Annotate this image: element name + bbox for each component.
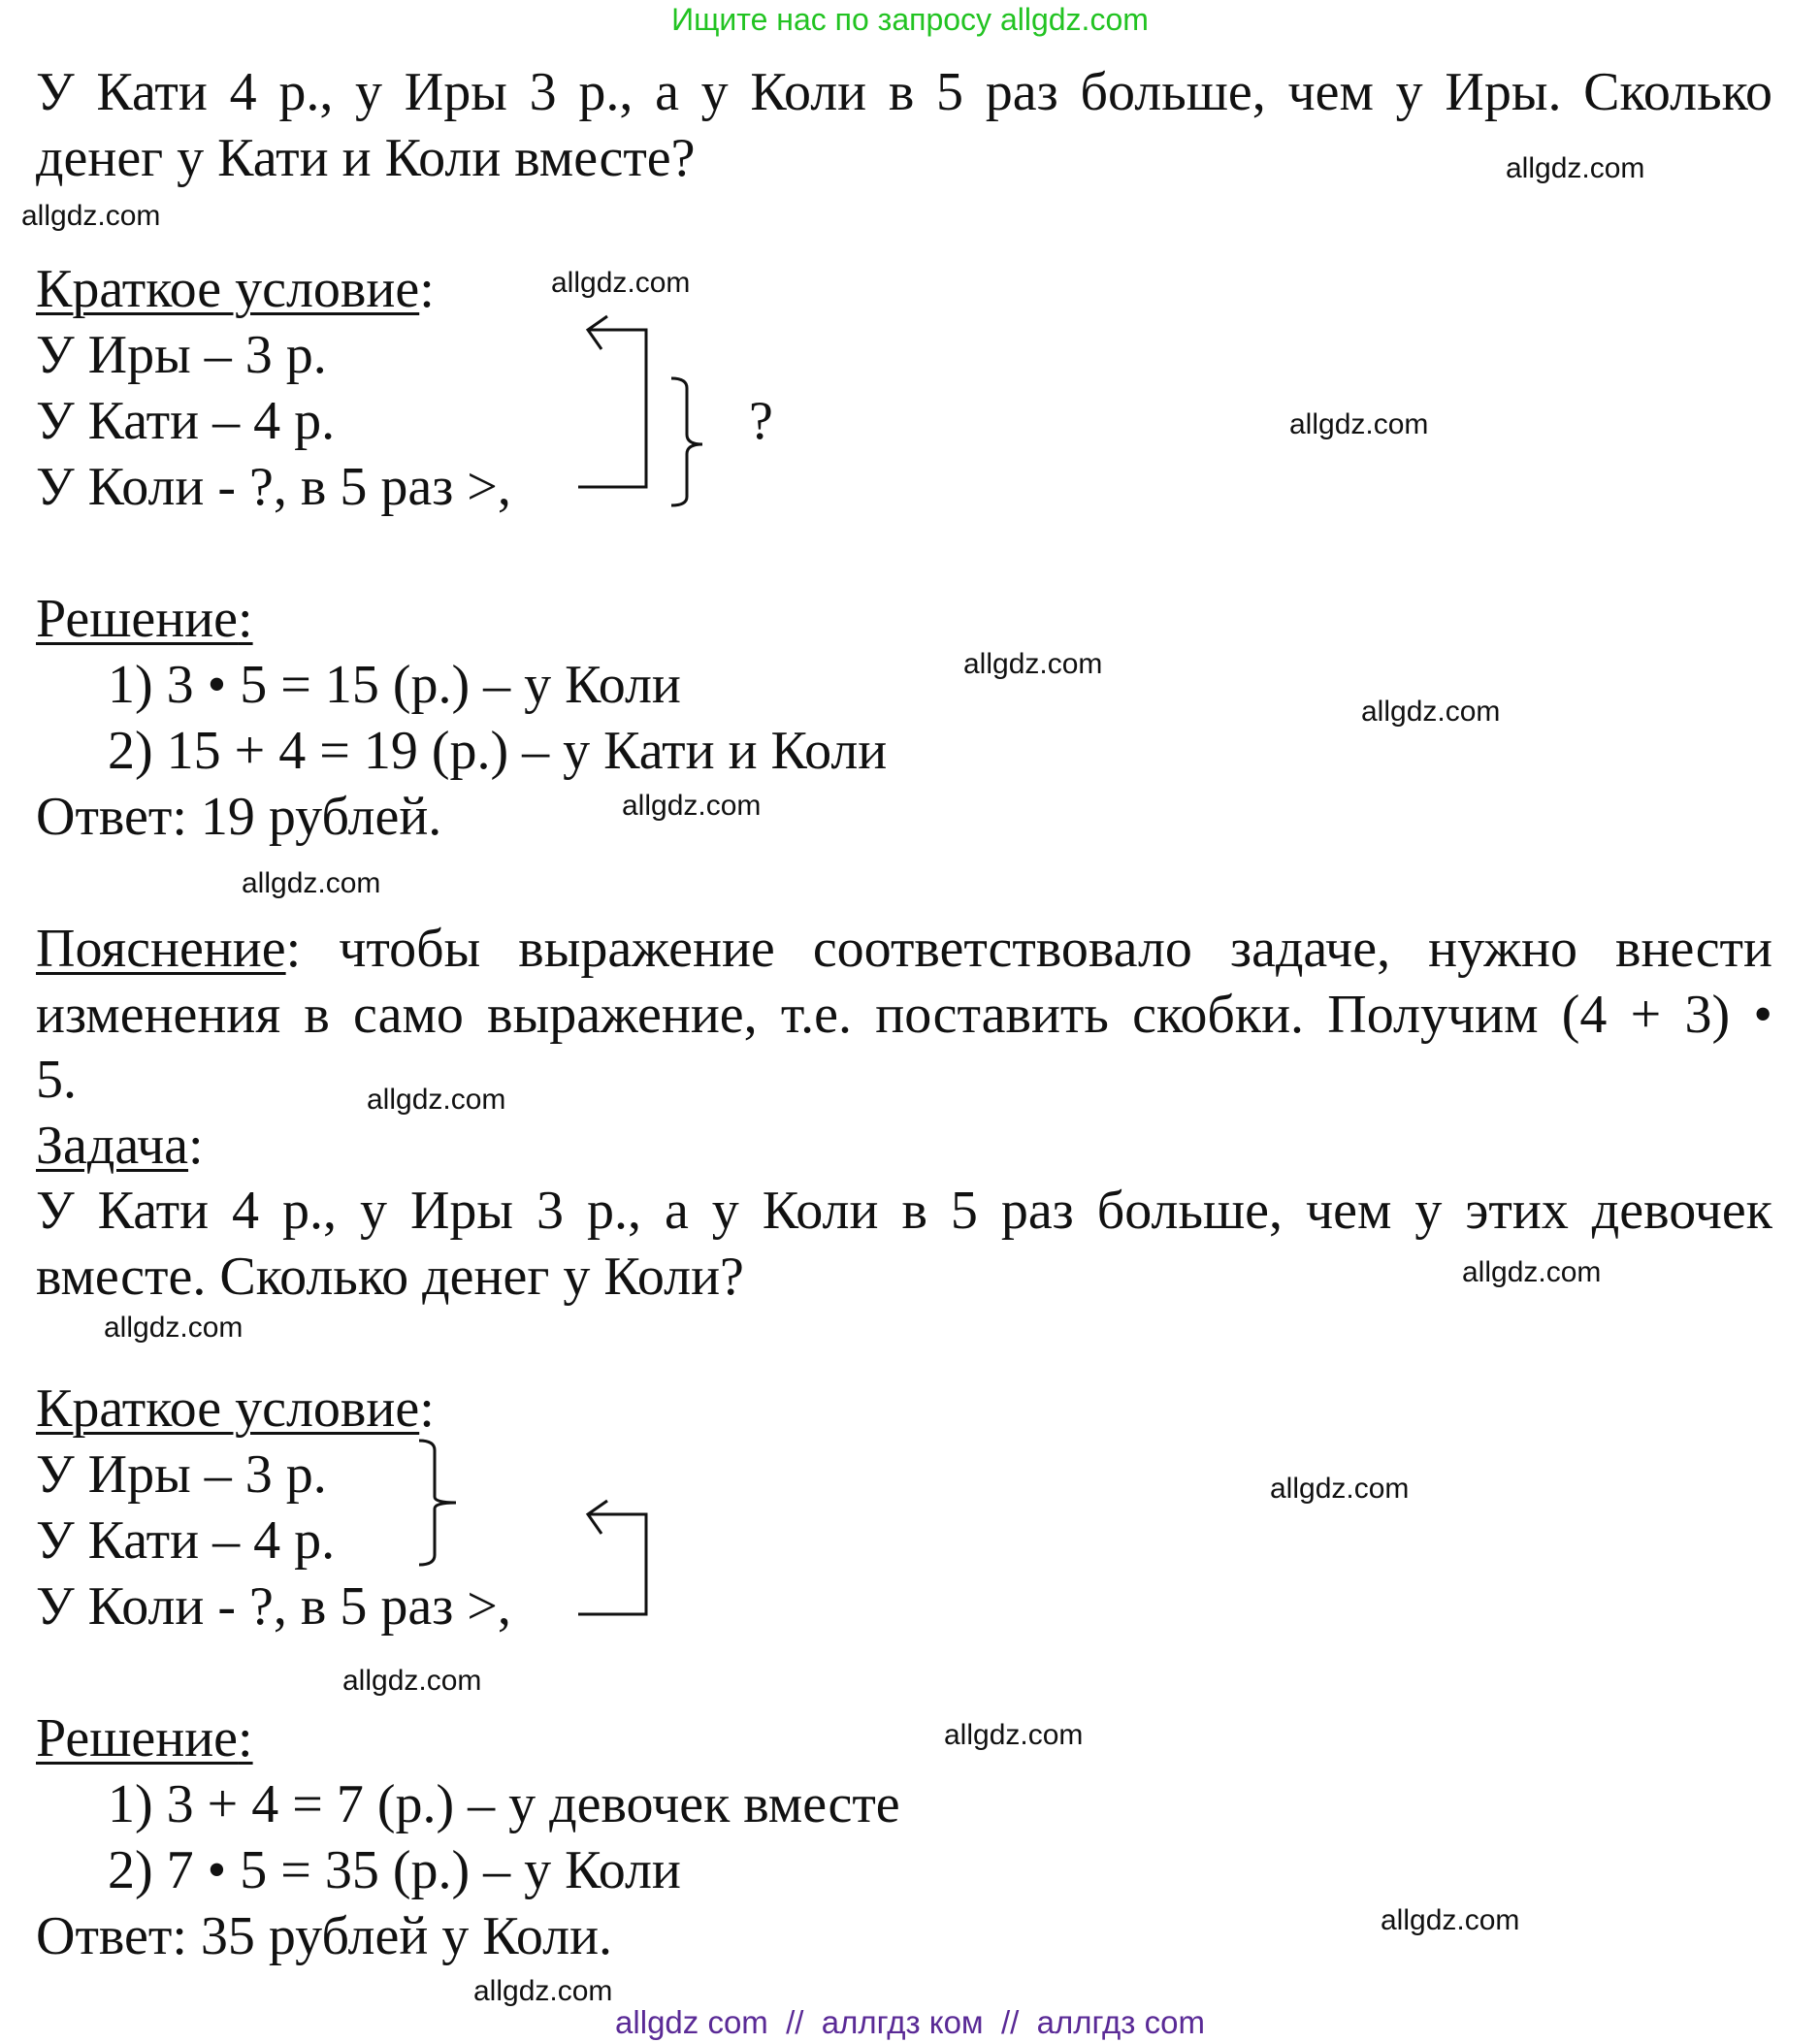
watermark: allgdz.com xyxy=(342,1665,482,1697)
short-label: Краткое условие xyxy=(36,1378,420,1439)
task2-line-1: У Кати 4 р., у Иры 3 р., а у Коли в 5 раз больше, чем у этих девочек xyxy=(36,1181,1772,1241)
colon: : xyxy=(188,1116,204,1176)
watermark: allgdz.com xyxy=(242,867,381,899)
watermark: allgdz.com xyxy=(104,1312,244,1344)
task1-answer: Ответ: 19 рублей. xyxy=(36,787,442,847)
task-label: Задача xyxy=(36,1116,189,1176)
task2-step-2: 2) 7 • 5 = 35 (р.) – у Коли xyxy=(108,1840,681,1900)
task1-line-2: денег у Кати и Коли вместе? xyxy=(36,128,696,188)
solution-label: Решение xyxy=(36,589,239,649)
explanation-label: Пояснение xyxy=(36,919,286,979)
colon: : xyxy=(419,259,435,319)
watermark: allgdz.com xyxy=(1381,1904,1520,1936)
task1-short-line-1: У Иры – 3 р. xyxy=(36,325,327,385)
watermark: allgdz.com xyxy=(1270,1473,1410,1505)
watermark: allgdz.com xyxy=(367,1084,506,1116)
watermark: allgdz.com xyxy=(1289,408,1429,440)
task1-short-line-2: У Кати – 4 р. xyxy=(36,391,336,451)
watermark: allgdz.com xyxy=(622,790,762,822)
colon: : xyxy=(238,1708,253,1768)
watermark: allgdz.com xyxy=(963,648,1103,680)
short-label: Краткое условие xyxy=(36,259,420,319)
colon: : xyxy=(238,589,253,649)
task2-brace xyxy=(419,1441,456,1565)
task1-short-line-3: У Коли - ?, в 5 раз >, xyxy=(36,457,511,517)
task2-short-line-1: У Иры – 3 р. xyxy=(36,1444,327,1505)
task2-answer: Ответ: 35 рублей у Коли. xyxy=(36,1906,613,1966)
task2-short-line-2: У Кати – 4 р. xyxy=(36,1510,336,1571)
header-banner[interactable]: Ищите нас по запросу allgdz.com xyxy=(671,2,1149,37)
task1-line-1: У Кати 4 р., у Иры 3 р., а у Коли в 5 раз больше, чем у Иры. Сколько xyxy=(36,62,1772,122)
task1-step-1: 1) 3 • 5 = 15 (р.) – у Коли xyxy=(108,655,681,715)
watermark: allgdz.com xyxy=(473,1975,613,2007)
explanation-line-2: изменения в само выражение, т.е. поставить скобки. Получим (4 + 3) • xyxy=(36,985,1772,1045)
watermark: allgdz.com xyxy=(1462,1256,1602,1288)
task1-arrow-bracket xyxy=(578,316,646,487)
task1-question-mark: ? xyxy=(749,391,773,451)
task2-step-1: 1) 3 + 4 = 7 (р.) – у девочек вместе xyxy=(108,1774,900,1834)
colon: : xyxy=(419,1378,435,1439)
task2-arrow-bracket xyxy=(578,1501,646,1614)
watermark: allgdz.com xyxy=(1361,696,1501,728)
watermark: allgdz.com xyxy=(1506,152,1645,184)
watermark: allgdz.com xyxy=(944,1719,1084,1751)
task2-line-2: вместе. Сколько денег у Коли? xyxy=(36,1247,744,1307)
task1-brace xyxy=(671,378,702,505)
watermark: allgdz.com xyxy=(551,267,691,299)
task2-short-line-3: У Коли - ?, в 5 раз >, xyxy=(36,1576,511,1637)
watermark: allgdz.com xyxy=(21,200,161,232)
solution-label: Решение xyxy=(36,1708,239,1768)
task1-step-2: 2) 15 + 4 = 19 (р.) – у Кати и Коли xyxy=(108,721,888,781)
explanation-line-3: 5. xyxy=(36,1050,77,1110)
explanation-text: : чтобы выражение соответствовало задаче, нужно внести xyxy=(285,919,1772,979)
footer-links[interactable]: allgdz com // аллгдз ком // аллгдз com xyxy=(615,2004,1205,2040)
